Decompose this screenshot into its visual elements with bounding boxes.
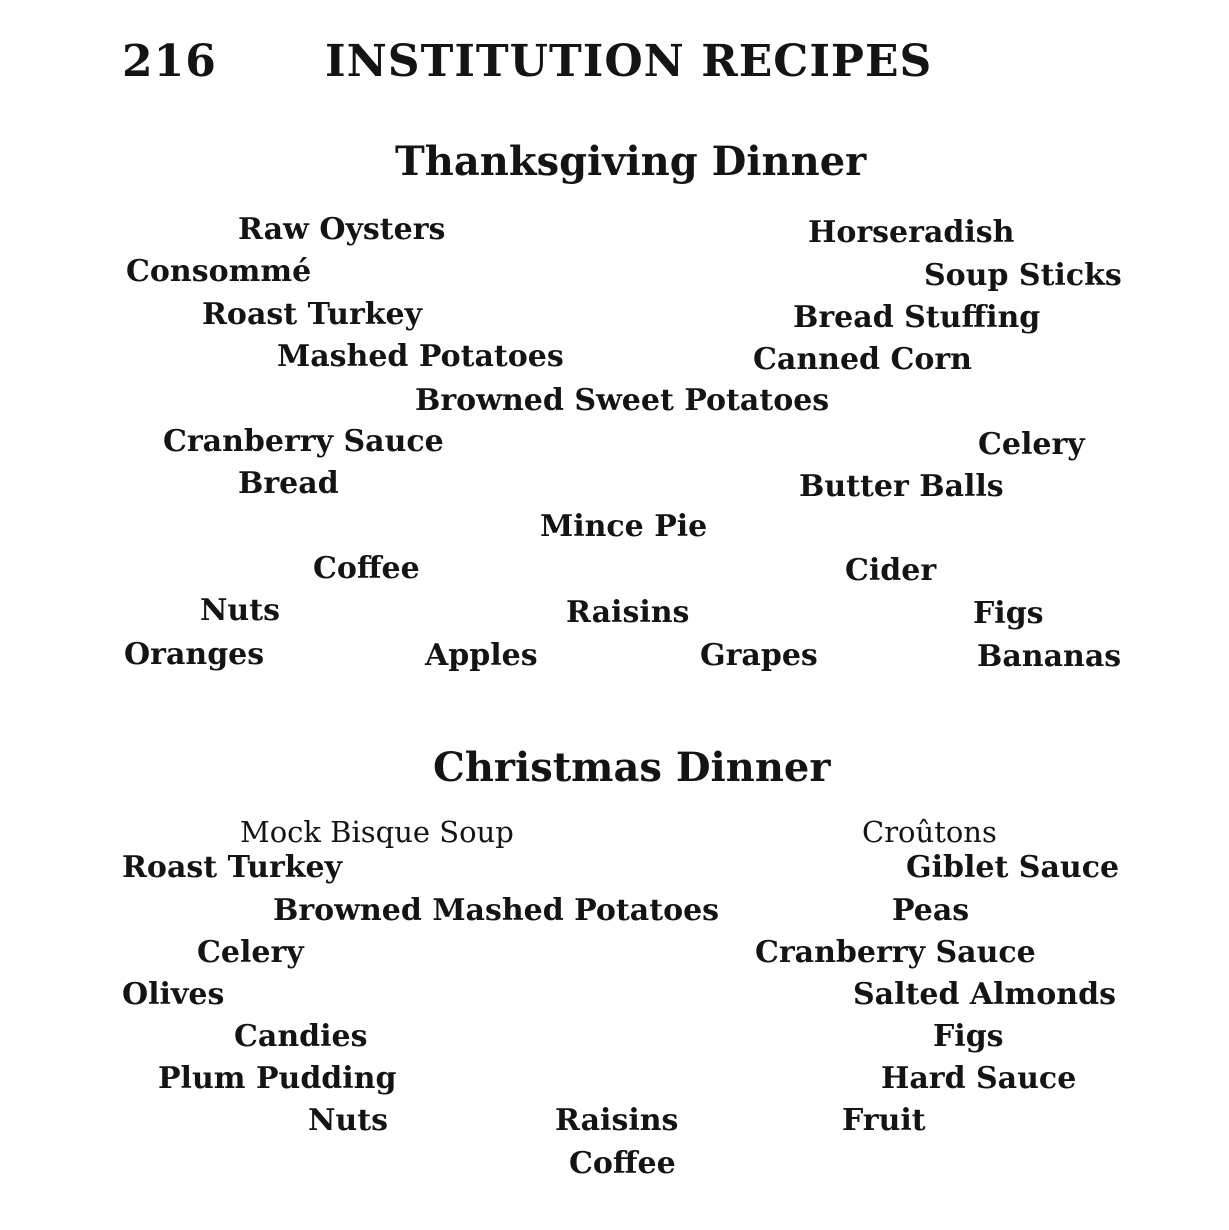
menu-item: Raisins	[555, 1103, 679, 1138]
menu-item: Browned Sweet Potatoes	[415, 383, 830, 418]
menu-item: Consommé	[126, 254, 312, 289]
menu-item: Roast Turkey	[122, 850, 343, 885]
menu-item: Coffee	[569, 1146, 676, 1181]
running-header-title: INSTITUTION RECIPES	[325, 36, 933, 87]
menu-item: Apples	[425, 638, 538, 673]
menu-item: Celery	[978, 427, 1085, 462]
menu-item: Bananas	[977, 639, 1122, 674]
christmas-title: Christmas Dinner	[433, 744, 831, 791]
menu-item: Butter Balls	[799, 469, 1004, 504]
thanksgiving-title: Thanksgiving Dinner	[395, 138, 867, 185]
menu-item: Raisins	[566, 595, 690, 630]
menu-item: Soup Sticks	[924, 258, 1122, 293]
menu-item: Nuts	[308, 1103, 388, 1138]
menu-item: Bread	[238, 466, 339, 501]
menu-item: Plum Pudding	[158, 1061, 397, 1096]
menu-item: Mince Pie	[540, 509, 708, 544]
menu-item: Croûtons	[862, 815, 997, 849]
menu-item: Figs	[933, 1019, 1004, 1054]
menu-item: Nuts	[200, 593, 280, 628]
menu-item: Olives	[122, 977, 225, 1012]
menu-item: Candies	[234, 1019, 368, 1054]
menu-item: Horseradish	[808, 215, 1015, 250]
menu-item: Canned Corn	[753, 342, 972, 377]
menu-item: Celery	[197, 935, 304, 970]
menu-item: Salted Almonds	[853, 977, 1116, 1012]
menu-item: Cranberry Sauce	[755, 935, 1036, 970]
menu-item: Fruit	[842, 1103, 926, 1138]
menu-item: Coffee	[313, 551, 420, 586]
menu-item: Raw Oysters	[238, 212, 446, 247]
menu-item: Mock Bisque Soup	[240, 815, 514, 849]
menu-item: Mashed Potatoes	[277, 339, 564, 374]
menu-item: Cranberry Sauce	[163, 424, 444, 459]
menu-item: Roast Turkey	[202, 297, 423, 332]
page-number: 216	[122, 36, 217, 87]
menu-item: Giblet Sauce	[906, 850, 1120, 885]
menu-item: Peas	[892, 893, 970, 928]
menu-item: Bread Stuffing	[793, 300, 1041, 335]
menu-item: Grapes	[700, 638, 818, 673]
menu-item: Oranges	[124, 637, 265, 672]
menu-item: Hard Sauce	[881, 1061, 1077, 1096]
menu-item: Browned Mashed Potatoes	[273, 893, 720, 928]
menu-item: Figs	[973, 596, 1044, 631]
menu-item: Cider	[845, 553, 937, 588]
